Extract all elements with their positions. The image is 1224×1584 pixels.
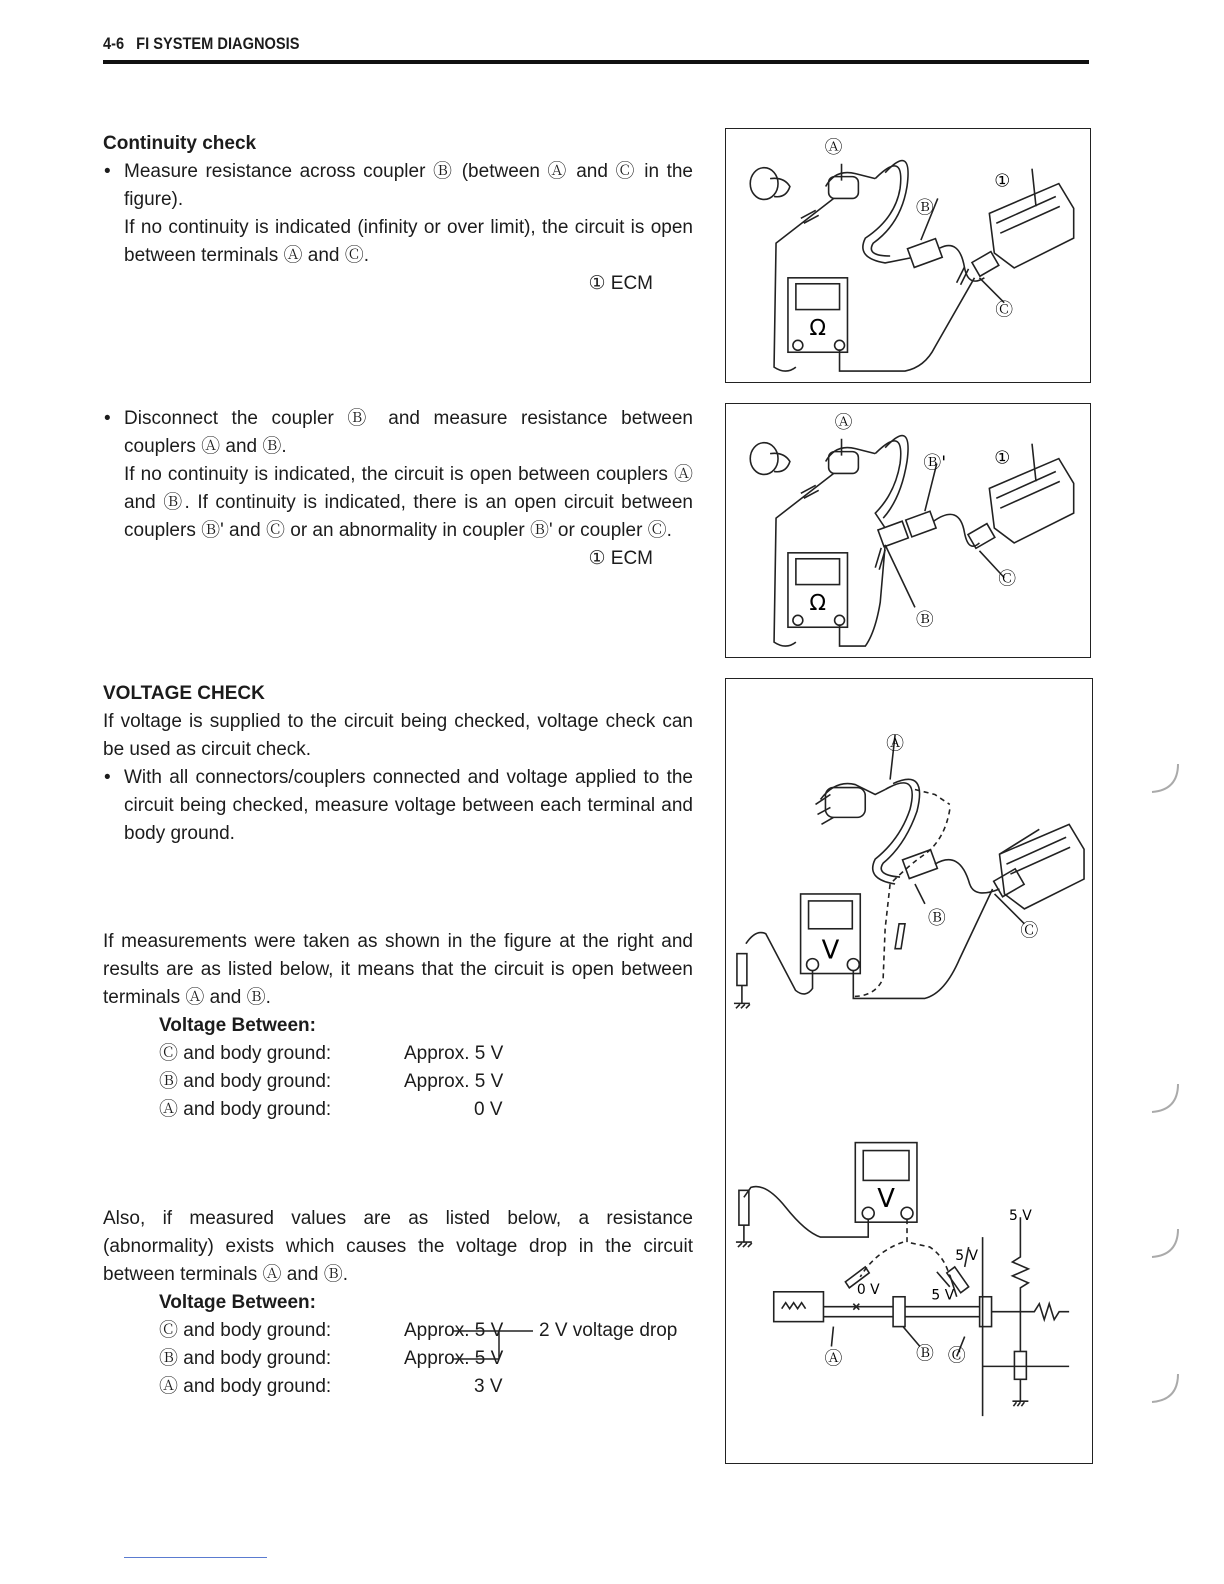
label-b: Ⓑ	[927, 907, 946, 929]
label-c-2: Ⓒ	[947, 1345, 966, 1367]
bullet-detail: If no continuity is indicated (infinity or over limit), the circuit is open between terminals Ⓐ and Ⓒ.	[124, 217, 693, 266]
voltage-drop-bracket	[453, 1329, 553, 1363]
page-header	[103, 34, 299, 54]
page-number: 4-6	[103, 34, 125, 53]
footer-line	[124, 1557, 267, 1558]
label-5v-c: 5 V	[955, 1247, 979, 1264]
label-ecm: ①	[994, 170, 1011, 192]
label-a: Ⓐ	[834, 411, 853, 433]
binding-mark	[1148, 1225, 1188, 1265]
figure-continuity-1	[725, 128, 1091, 383]
binding-mark	[1148, 1080, 1188, 1120]
voltage-list-1	[103, 1040, 693, 1124]
section-title: FI SYSTEM DIAGNOSIS	[136, 34, 300, 53]
voltage-list-2	[103, 1317, 693, 1401]
volt-symbol: V	[821, 935, 840, 966]
label-a: Ⓐ	[824, 136, 843, 158]
ecm-note-2: ① ECM	[588, 548, 653, 569]
list-item: Ⓑ and body ground: Approx. 5 V	[159, 1071, 504, 1092]
label-5v-b: 5 V	[931, 1287, 955, 1304]
voltage-para-2: If measurements were taken as shown in the figure at the right and results are as listed below, it means that the circuit is open between terminals Ⓐ and Ⓑ.	[103, 931, 693, 1008]
label-b-2: Ⓑ	[915, 1343, 934, 1365]
voltage-intro: If voltage is supplied to the circuit being checked, voltage check can be used as circuit check.	[103, 711, 693, 760]
bullet-text: Measure resistance across coupler Ⓑ (between Ⓐ and Ⓒ in the figure).	[124, 161, 693, 210]
figure-continuity-2	[725, 403, 1091, 658]
continuity-section-2	[103, 405, 693, 573]
voltage-case-2	[103, 1205, 693, 1401]
voltage-para-3: Also, if measured values are as listed below, a resistance (abnormality) exists which causes the voltage drop in the circuit between terminals Ⓐ and Ⓑ.	[103, 1208, 693, 1285]
label-a-2: Ⓐ	[824, 1348, 843, 1370]
voltage-drop-note: 2 V voltage drop	[539, 1320, 678, 1341]
voltage-section	[103, 680, 693, 848]
ecm-note-1: ① ECM	[588, 273, 653, 294]
label-a: Ⓐ	[886, 733, 905, 755]
label-ecm: ①	[994, 447, 1011, 469]
list-item: Ⓒ and body ground: Approx. 5 V	[159, 1043, 504, 1064]
continuity-bullet-2	[103, 405, 693, 545]
label-b: Ⓑ	[915, 609, 934, 631]
continuity-bullet-1	[103, 158, 693, 270]
bullet-detail: If no continuity is indicated, the circuit is open between couplers Ⓐ and Ⓑ. If continuity is indicated, there is an open circuit between couplers Ⓑ' and Ⓒ or an abnormality in coupler Ⓑ' or coupler Ⓒ.	[124, 464, 693, 541]
label-0v: 0 V	[856, 1281, 880, 1298]
bullet-text: Disconnect the coupler Ⓑ and measure resistance between couplers Ⓐ and Ⓑ.	[124, 408, 693, 457]
label-c: Ⓒ	[1020, 920, 1039, 942]
label-c: Ⓒ	[998, 568, 1017, 590]
voltage-case-1	[103, 928, 693, 1124]
list-item: Ⓐ and body ground: 3 V	[159, 1376, 503, 1397]
ohm-symbol: Ω	[809, 316, 827, 342]
binding-mark	[1148, 760, 1188, 800]
list-item: Ⓑ and body ground: Approx. 5 V	[159, 1348, 504, 1369]
figure-voltage-check	[725, 678, 1093, 1464]
voltage-title: VOLTAGE CHECK	[103, 683, 265, 704]
label-b: Ⓑ	[915, 197, 934, 219]
continuity-title: Continuity check	[103, 133, 257, 154]
voltage-list-2-title: Voltage Between:	[159, 1292, 316, 1313]
binding-mark	[1148, 1370, 1188, 1410]
header-rule	[103, 60, 1089, 64]
label-b-prime: Ⓑ'	[923, 452, 947, 474]
list-item: Ⓐ and body ground: 0 V	[159, 1099, 503, 1120]
volt-symbol-2: V	[877, 1184, 895, 1215]
continuity-section	[103, 130, 693, 298]
list-item: Ⓒ and body ground: Approx. 5 V	[159, 1320, 504, 1341]
voltage-list-1-title: Voltage Between:	[159, 1015, 316, 1036]
supply-5v: 5 V	[1009, 1208, 1032, 1225]
ohm-symbol: Ω	[809, 591, 827, 617]
label-c: Ⓒ	[995, 299, 1014, 321]
voltage-bullet: • With all connectors/couplers connected and voltage applied to the circuit being checked, measure voltage between each terminal and body ground.	[103, 764, 693, 848]
